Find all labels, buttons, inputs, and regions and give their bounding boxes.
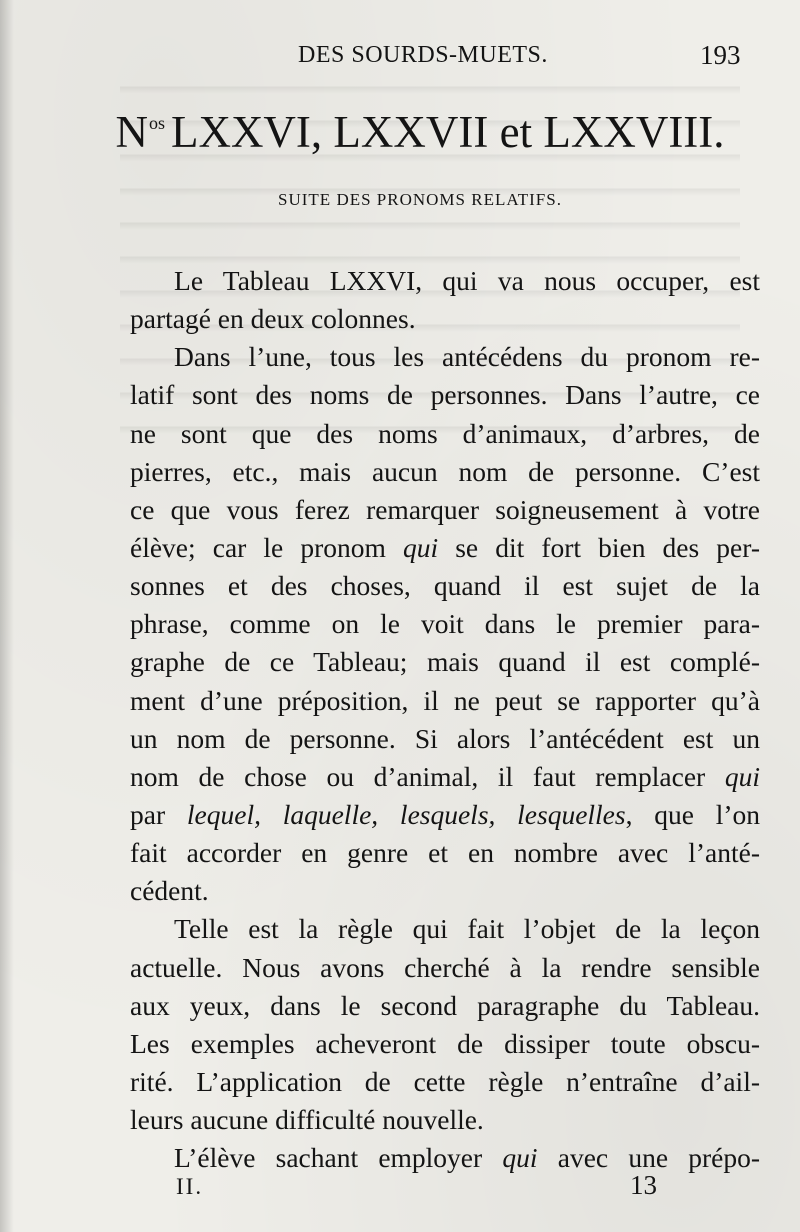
text-line: L’élève sachant employer qui avec une prépo-: [174, 1142, 761, 1174]
text-line: Dans l’une, tous les antécédens du pronom re-: [174, 341, 760, 373]
text-line: pierres, etc., mais aucun nom de personne. C’est: [130, 455, 760, 487]
running-title: DES SOURDS-MUETS.: [298, 42, 548, 68]
section-heading: [100, 106, 740, 158]
binding-shadow: [0, 0, 14, 1232]
section-subtitle: SUITE DES PRONOMS RELATIFS.: [278, 190, 562, 209]
text-line: nom de chose ou d’animal, il faut remplacer qui: [130, 760, 761, 792]
page-number: 193: [700, 40, 741, 70]
running-head: [0, 36, 800, 76]
text-line: élève; car le pronom qui se dit fort bien des per-: [130, 531, 761, 563]
text-line: ne sont que des noms d’animaux, d’arbres, de: [130, 417, 760, 449]
text-line: rité. L’application de cette règle n’entraîne d’ail-: [130, 1065, 760, 1097]
heading-numbers: LXXVI, LXXVII et LXXVIII.: [170, 107, 725, 157]
gathering-number: 13: [630, 1170, 657, 1200]
text-line: actuelle. Nous avons cherché à la rendre sensible: [130, 951, 760, 983]
italic-word: qui: [724, 760, 761, 792]
text-line: latif sont des noms de personnes. Dans l’autre, ce: [130, 379, 760, 411]
text-line: leurs aucune difficulté nouvelle.: [130, 1104, 484, 1136]
text-line: phrase, comme on le voit dans le premier para-: [130, 608, 760, 640]
text-line: par lequel, laquelle, lesquels, lesquelles, que l’on: [130, 798, 760, 830]
heading-prefix: N: [115, 107, 148, 157]
italic-word: qui: [402, 531, 439, 563]
text-line: Les exemples acheveront de dissiper toute obscu-: [130, 1027, 760, 1059]
signature-mark: II.: [176, 1174, 204, 1199]
heading-prefix-superscript: os: [148, 113, 165, 133]
italic-word: qui: [502, 1142, 538, 1174]
text-line: fait accorder en genre et en nombre avec l’anté-: [130, 837, 760, 869]
text-line: Telle est la règle qui fait l’objet de la leçon: [174, 913, 760, 945]
text-line: aux yeux, dans le second paragraphe du Tableau.: [130, 989, 760, 1021]
text-line: graphe de ce Tableau; mais quand il est complé-: [130, 646, 760, 678]
text-line: cédent.: [130, 875, 209, 907]
text-line: partagé en deux colonnes.: [130, 303, 416, 335]
text-line: un nom de personne. Si alors l’antécédent est un: [130, 722, 760, 754]
page-footer: [0, 1168, 800, 1208]
text-line: Le Tableau LXXVI, qui va nous occuper, est: [174, 265, 760, 296]
italic-words: lequel, laquelle, lesquels, lesquelles: [186, 798, 626, 830]
body-text: [130, 262, 760, 1177]
dropcap: L: [174, 265, 191, 296]
text-line: ment d’une préposition, il ne peut se rapporter qu’à: [130, 684, 760, 716]
text-line: sonnes et des choses, quand il est sujet de la: [130, 570, 760, 602]
text-line: ce que vous ferez remarquer soigneusement à votre: [130, 493, 760, 525]
